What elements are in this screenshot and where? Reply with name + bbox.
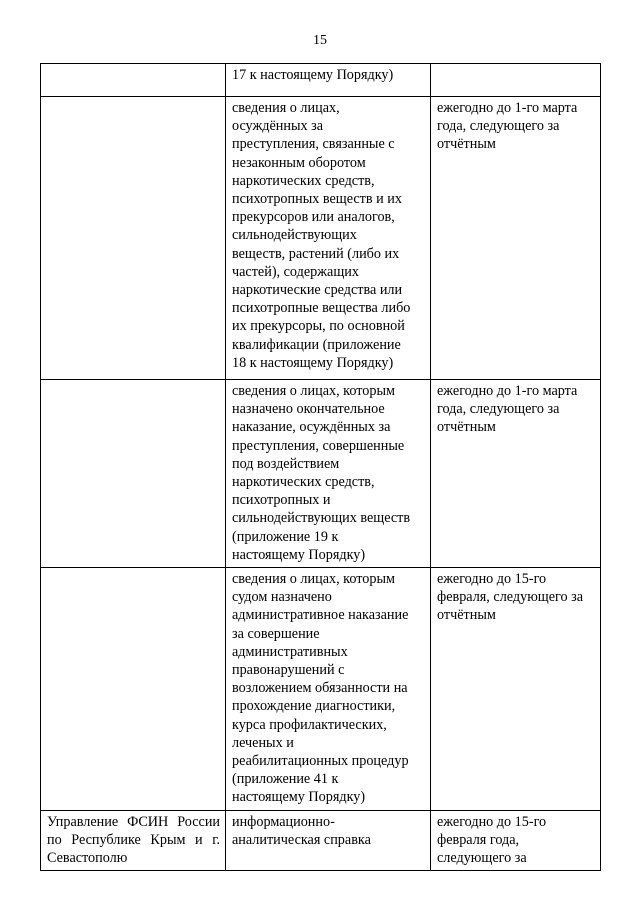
table-row: [41, 380, 601, 568]
org-cell: Управление ФСИН России по Республике Крым и г. Севастополю: [41, 810, 226, 871]
document-cell: сведения о лицах, осуждённых за преступления, связанные с незаконным оборотом наркотических средств, психотропных веществ и их прекурсоров или аналогов, сильнодействующих веществ, растений (либо их частей), содержащих наркотические средства или психотропные вещества либо их прекурсоры, по основной квалификации (приложение 18 к настоящему Порядку): [226, 97, 431, 380]
deadline-cell: ежегодно до 1-го марта года, следующего за отчётным: [431, 380, 601, 568]
deadline-cell: ежегодно до 15-го февраля года, следующего за: [431, 810, 601, 871]
page-number: 15: [313, 33, 327, 48]
table-row: [41, 64, 601, 97]
table-row: [41, 568, 601, 811]
org-cell: [41, 97, 226, 380]
deadline-cell: ежегодно до 15-го февраля, следующего за отчётным: [431, 568, 601, 811]
table-row: [41, 810, 601, 871]
org-cell: [41, 64, 226, 97]
reporting-table: [40, 63, 601, 871]
document-cell: информационно- аналитическая справка: [226, 810, 431, 871]
document-cell: сведения о лицах, которым назначено окончательное наказание, осуждённых за преступления, совершенные под воздействием наркотических средств, психотропных и сильнодействующих веществ (приложение 19 к настоящему Порядку): [226, 380, 431, 568]
document-cell: 17 к настоящему Порядку): [226, 64, 431, 97]
org-cell: [41, 568, 226, 811]
table-row: [41, 97, 601, 380]
document-cell: сведения о лицах, которым судом назначено административное наказание за совершение административных правонарушений с возложением обязанности на прохождение диагностики, курса профилактических, леченых и реабилитационных процедур (приложение 41 к настоящему Порядку): [226, 568, 431, 811]
org-cell: [41, 380, 226, 568]
deadline-cell: ежегодно до 1-го марта года, следующего за отчётным: [431, 97, 601, 380]
deadline-cell: [431, 64, 601, 97]
